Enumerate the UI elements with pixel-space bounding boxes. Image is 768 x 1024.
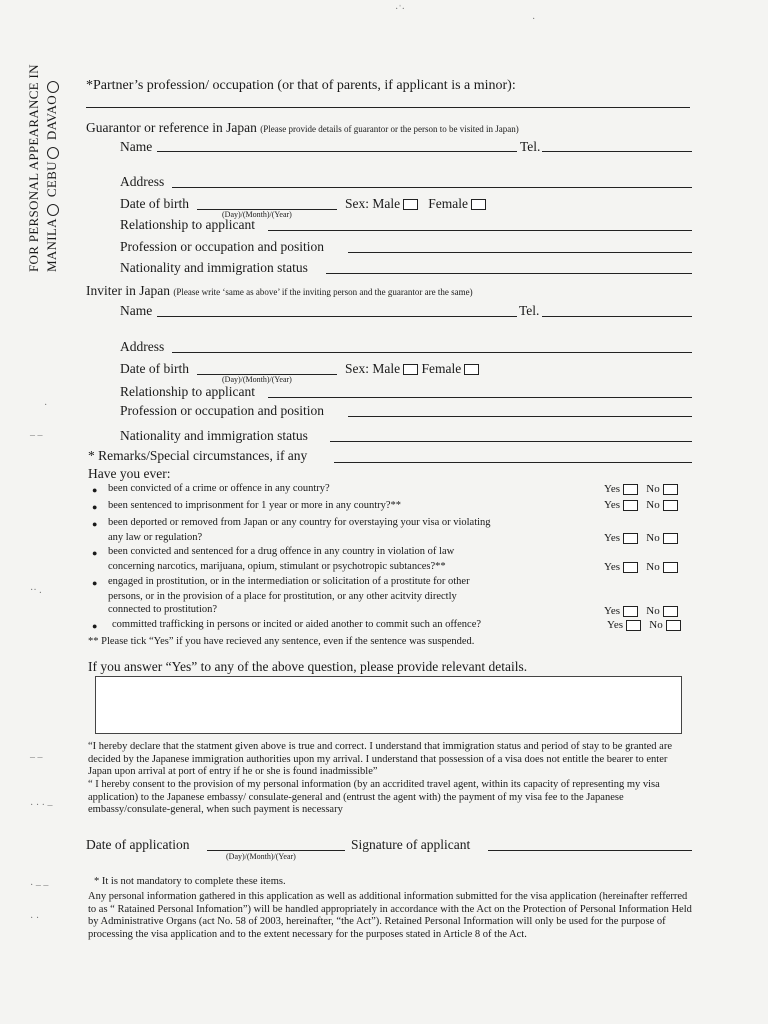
inviter-heading bbox=[86, 283, 473, 299]
question-6-yes-checkbox[interactable] bbox=[626, 620, 641, 631]
scan-mark: ·ˈ· bbox=[395, 4, 405, 15]
manila-checkbox[interactable] bbox=[47, 204, 59, 216]
question-4-text-line2: concerning narcotics, marijuana, opium, stimulant or psychotropic subtances?** bbox=[108, 561, 446, 572]
bullet: ● bbox=[92, 578, 98, 588]
not-mandatory-note: * It is not mandatory to complete these items. bbox=[94, 876, 286, 887]
question-1-no-checkbox[interactable] bbox=[663, 484, 678, 495]
question-3-no-checkbox[interactable] bbox=[663, 533, 678, 544]
question-5-yes-checkbox[interactable] bbox=[623, 606, 638, 617]
location-davao-label: DAVAO bbox=[44, 95, 59, 141]
no-label: No bbox=[646, 499, 660, 511]
yes-label: Yes bbox=[604, 605, 621, 617]
inviter-tel-label: Tel. bbox=[519, 303, 540, 318]
question-3-text-line1: been deported or removed from Japan or any country for overstaying your visa or violating bbox=[108, 517, 491, 528]
guarantor-heading-note: (Please provide details of guarantor or the person to be visited in Japan) bbox=[260, 124, 519, 134]
inviter-profession-label: Profession or occupation and position bbox=[120, 403, 324, 418]
guarantor-profession-label: Profession or occupation and position bbox=[120, 239, 324, 254]
guarantor-relationship-field[interactable] bbox=[268, 230, 692, 231]
question-4-yes-checkbox[interactable] bbox=[623, 562, 638, 573]
scan-mark: · bbox=[532, 14, 536, 25]
guarantor-nationality-label: Nationality and immigration status bbox=[120, 260, 308, 275]
guarantor-dob-hint: (Day)/(Month)/(Year) bbox=[222, 210, 292, 219]
guarantor-sex-field bbox=[345, 196, 486, 212]
location-manila-label: MANILA bbox=[44, 218, 59, 272]
partner-profession-label: *Partner’s profession/ occupation (or that of parents, if applicant is a minor): bbox=[86, 78, 516, 93]
privacy-paragraph: Any personal information gathered in this application as well as additional information submitted for the visa application (hereinafter refferred to as “ Ratained Personal Infomation”) will be handled appropriately in accordance with the Act on the Protection of Personal Information Held by Administrative Organs (act No. 58 of 2003, hereinafter, “the Act”). Retained Personal Information will only be used for the purpose of processing the visa application and to the extent necessary for the purposes stated in Article 8 of the Act. bbox=[88, 891, 692, 940]
question-5-text-line3: connected to prostitution? bbox=[108, 604, 218, 615]
question-5-answer bbox=[604, 605, 678, 617]
scan-mark: · – – bbox=[30, 880, 49, 891]
inviter-profession-field[interactable] bbox=[348, 416, 692, 417]
davao-checkbox[interactable] bbox=[47, 81, 59, 93]
question-1-text: been convicted of a crime or offence in any country? bbox=[108, 483, 330, 494]
location-cebu-label: CEBU bbox=[44, 161, 59, 198]
inviter-sex-male-label: Sex: Male bbox=[345, 361, 401, 376]
guarantor-heading bbox=[86, 120, 519, 136]
inviter-male-checkbox[interactable] bbox=[403, 364, 418, 375]
no-label: No bbox=[649, 619, 663, 631]
scan-mark: · · · – bbox=[30, 800, 53, 811]
inviter-heading-note: (Please write ‘same as above’ if the inviting person and the guarantor are the same) bbox=[173, 287, 473, 297]
question-4-no-checkbox[interactable] bbox=[663, 562, 678, 573]
question-2-text: been sentenced to imprisonment for 1 year or more in any country?** bbox=[108, 500, 402, 511]
guarantor-tel-label: Tel. bbox=[520, 139, 541, 154]
guarantor-name-label: Name bbox=[120, 139, 153, 154]
bullet: ● bbox=[92, 621, 98, 631]
inviter-sex-field bbox=[345, 361, 479, 377]
partner-profession-field[interactable] bbox=[86, 107, 690, 108]
scan-mark: · bbox=[44, 400, 48, 411]
inviter-name-field[interactable] bbox=[157, 316, 517, 317]
inviter-name-label: Name bbox=[120, 303, 153, 318]
question-5-text-line2: persons, or in the provision of a place for prostitution, or any other acitvity directly bbox=[108, 591, 457, 602]
no-label: No bbox=[646, 605, 660, 617]
question-5-no-checkbox[interactable] bbox=[663, 606, 678, 617]
question-1-answer bbox=[604, 483, 678, 495]
questions-heading: Have you ever: bbox=[88, 466, 171, 481]
question-2-no-checkbox[interactable] bbox=[663, 500, 678, 511]
inviter-heading-text: Inviter in Japan bbox=[86, 283, 170, 298]
question-3-text-line2: any law or regulation? bbox=[108, 532, 203, 543]
sentence-footnote: ** Please tick “Yes” if you have recieved any sentence, even if the sentence was suspended. bbox=[88, 636, 475, 647]
inviter-nationality-field[interactable] bbox=[330, 441, 692, 442]
question-4-text-line1: been convicted and sentenced for a drug offence in any country in violation of law bbox=[108, 546, 455, 557]
consent-paragraph: “ I hereby consent to the provision of my personal information (by an accridited travel agent, within its capacity of representing my visa application) to the Japanese embassy/ consulate-general and (entrust the agent with) the payment of my visa fee to the Japanese embassy/consulate-general, when such payment is necessary bbox=[88, 779, 660, 815]
question-2-yes-checkbox[interactable] bbox=[623, 500, 638, 511]
bullet: ● bbox=[92, 548, 98, 558]
no-label: No bbox=[646, 561, 660, 573]
guarantor-relationship-label: Relationship to applicant bbox=[120, 217, 255, 232]
no-label: No bbox=[646, 483, 660, 495]
yes-label: Yes bbox=[604, 561, 621, 573]
personal-appearance-label bbox=[26, 64, 42, 272]
guarantor-nationality-field[interactable] bbox=[326, 273, 692, 274]
question-5-text-line1: engaged in prostitution, or in the intermediation or solicitation of a prostitute for other bbox=[108, 576, 470, 587]
inviter-dob-label: Date of birth bbox=[120, 361, 189, 376]
personal-appearance-line1: FOR PERSONAL APPEARANCE IN bbox=[26, 64, 41, 272]
yes-label: Yes bbox=[604, 532, 621, 544]
yes-label: Yes bbox=[604, 499, 621, 511]
guarantor-heading-text: Guarantor or reference in Japan bbox=[86, 120, 257, 135]
question-3-answer bbox=[604, 532, 678, 544]
cebu-checkbox[interactable] bbox=[47, 147, 59, 159]
declaration-paragraph: “I hereby declare that the statment given above is true and correct. I understand that immigration status and period of stay to be granted are decided by the Japanese immigration authorities upon my arrival. I understand that possession of a visa does not entitle the bearer to enter Japan upon arrival at port of entry if he or she is found inadmissible” bbox=[88, 741, 672, 777]
remarks-label: * Remarks/Special circumstances, if any bbox=[88, 448, 308, 463]
bullet: ● bbox=[92, 485, 98, 495]
no-label: No bbox=[646, 532, 660, 544]
inviter-nationality-label: Nationality and immigration status bbox=[120, 428, 308, 443]
guarantor-dob-label: Date of birth bbox=[120, 196, 189, 211]
date-of-application-label: Date of application bbox=[86, 837, 190, 852]
inviter-tel-field[interactable] bbox=[542, 316, 692, 317]
guarantor-sex-male-label: Sex: Male bbox=[345, 196, 401, 211]
remarks-field[interactable] bbox=[334, 462, 692, 463]
yes-label: Yes bbox=[607, 619, 624, 631]
scan-mark: – – bbox=[30, 430, 43, 441]
question-6-no-checkbox[interactable] bbox=[666, 620, 681, 631]
guarantor-address-field[interactable] bbox=[172, 187, 692, 188]
question-6-text: committed trafficking in persons or incited or aided another to commit such an offence? bbox=[112, 619, 482, 630]
question-2-answer bbox=[604, 499, 678, 511]
date-of-application-field[interactable] bbox=[207, 850, 345, 851]
location-options bbox=[44, 81, 60, 272]
details-label: If you answer “Yes” to any of the above question, please provide relevant details. bbox=[88, 659, 528, 674]
question-1-yes-checkbox[interactable] bbox=[623, 484, 638, 495]
question-6-answer bbox=[607, 619, 681, 631]
guarantor-name-field[interactable] bbox=[157, 151, 517, 152]
inviter-address-label: Address bbox=[120, 339, 165, 354]
scan-mark: – – bbox=[30, 752, 43, 763]
signature-field[interactable] bbox=[488, 850, 692, 851]
inviter-female-checkbox[interactable] bbox=[464, 364, 479, 375]
inviter-dob-hint: (Day)/(Month)/(Year) bbox=[222, 375, 292, 384]
inviter-relationship-field[interactable] bbox=[268, 397, 692, 398]
inviter-relationship-label: Relationship to applicant bbox=[120, 384, 255, 399]
guarantor-sex-female-label: Female bbox=[428, 196, 468, 211]
guarantor-male-checkbox[interactable] bbox=[403, 199, 418, 210]
guarantor-female-checkbox[interactable] bbox=[471, 199, 486, 210]
guarantor-profession-field[interactable] bbox=[348, 252, 692, 253]
bullet: ● bbox=[92, 502, 98, 512]
inviter-address-field[interactable] bbox=[172, 352, 692, 353]
yes-label: Yes bbox=[604, 483, 621, 495]
guarantor-address-label: Address bbox=[120, 174, 165, 189]
details-textarea[interactable] bbox=[95, 676, 682, 734]
scan-mark: ·· . bbox=[30, 585, 42, 596]
bullet: ● bbox=[92, 519, 98, 529]
signature-label: Signature of applicant bbox=[351, 837, 471, 852]
scan-mark: · · bbox=[30, 913, 40, 924]
question-3-yes-checkbox[interactable] bbox=[623, 533, 638, 544]
question-4-answer bbox=[604, 561, 678, 573]
guarantor-tel-field[interactable] bbox=[542, 151, 692, 152]
date-of-application-hint: (Day)/(Month)/(Year) bbox=[226, 852, 296, 861]
inviter-sex-female-label: Female bbox=[421, 361, 462, 376]
